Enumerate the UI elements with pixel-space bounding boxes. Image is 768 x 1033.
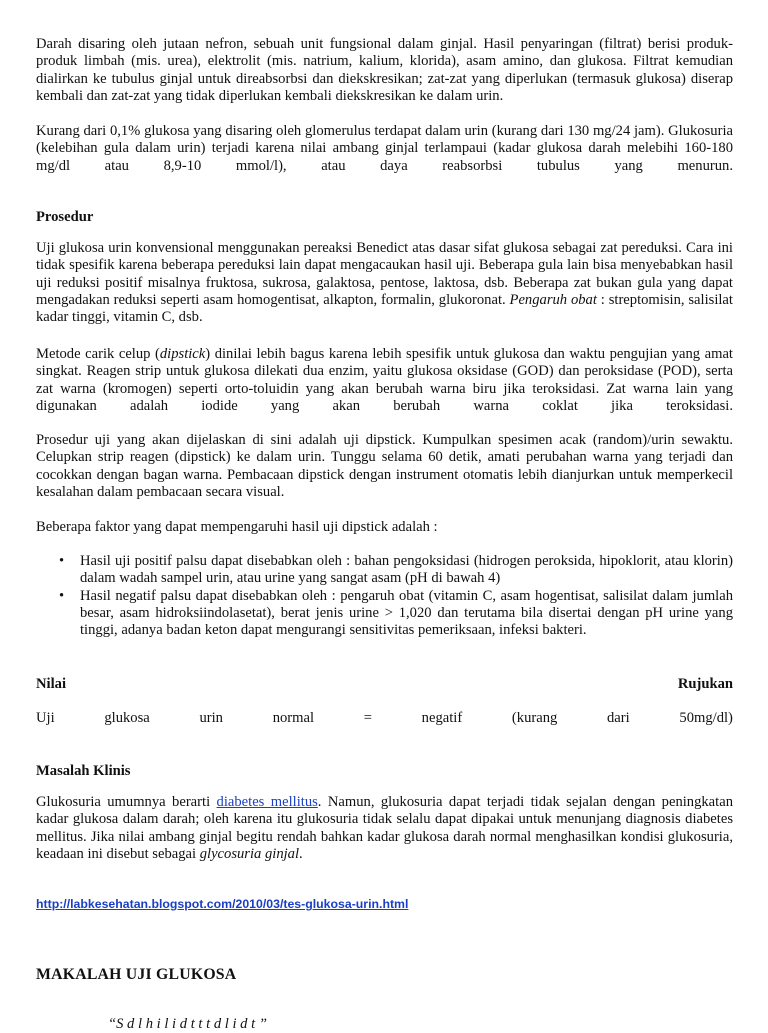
normal-word: = bbox=[363, 710, 372, 726]
benedict-tail: : streptomisin, salisilat kadar tinggi, vitamin C, dsb. bbox=[36, 291, 733, 326]
clinical-italic: glycosuria ginjal bbox=[199, 845, 300, 862]
factors-intro bbox=[36, 519, 733, 536]
factors-list-wrap bbox=[36, 553, 733, 639]
paragraph-procedure: Prosedur uji yang akan dijelaskan di sini adalah uji dipstick. Kumpulkan spesimen acak (random)/urin sewaktu. Celupkan strip reagen (dipstick) ke dalam urin. Tunggu selama 60 detik, amati perubahan warna yang terjadi dan cocokkan dengan bagan warna. Pembacaan dipstick dengan instrument otomatis lebih dianjurkan untuk memperkecil kesalahan dalam pembacaan secara visual. bbox=[36, 432, 733, 500]
clinical-paragraph bbox=[36, 794, 733, 863]
procedure-paragraph bbox=[36, 432, 733, 501]
paragraph-benedict bbox=[36, 240, 733, 326]
paragraph-filtration: Darah disaring oleh jutaan nefron, sebuah unit fungsional dalam ginjal. Hasil penyaringan (filtrat) berisi produk-produk limbah (mis. urea), elektrolit (mis. natrium, kalium, klorida), asam amino, dan glukosa. Filtrat kemudian dialirkan ke tubulus ginjal untuk direabsorbsi dan diekskresikan; zat-zat yang diperlukan (termasuk glukosa) diserap kembali dan zat-zat yang tidak diperlukan kembali diekskresikan ke dalam urin. bbox=[36, 36, 733, 104]
normal-word: 50mg/dl) bbox=[679, 710, 733, 726]
paragraph-dipstick bbox=[36, 346, 733, 415]
masalah-heading-wrap bbox=[36, 763, 733, 780]
nilai-rujukan-heading bbox=[36, 676, 733, 693]
dipstick-post: ) dinilai lebih bagus karena lebih spesifik untuk glukosa dan waktu pengujian yang amat singkat. Reagen strip untuk glukosa dilekati dua enzim, yaitu glukosa oksidase (GOD) dan peroksidase (POD), serta zat warna (kromogen) seperti orto-toluidin yang akan berubah warna biru jika teroksidasi. Zat warna lain yang digunakan adalah iodide yang akan berubah warna coklat jika teroksidasi. bbox=[36, 346, 733, 414]
list-item: • Hasil uji positif palsu dapat disebabkan oleh : bahan pengoksidasi (hidrogen peroksida, hipoklorit, atau klorin) dalam wadah sampel urin, atau urine yang sangat asam (pH di bawah 4) bbox=[80, 553, 733, 588]
benedict-paragraph bbox=[36, 240, 733, 326]
paragraph-glukosuria: Kurang dari 0,1% glukosa yang disaring oleh glomerulus terdapat dalam urin (kurang dari 130 mg/24 jam). Glukosuria (kelebihan gula dalam urin) terjadi karena nilai ambang ginjal terlampaui (kadar glukosa darah melebihi 160-180 mg/dl atau 8,9-10 mmol/l), atau daya reabsorbsi tubulus yang menurun. bbox=[36, 123, 733, 174]
paragraph-factors-intro: Beberapa faktor yang dapat mempengaruhi hasil uji dipstick adalah : bbox=[36, 519, 438, 535]
cut-off-line bbox=[108, 1016, 668, 1033]
normal-word: dari bbox=[607, 710, 630, 726]
normal-word: Uji bbox=[36, 710, 55, 726]
dipstick-pre: Metode carik celup ( bbox=[36, 346, 160, 362]
normal-word: glukosa bbox=[104, 710, 150, 726]
list-item: • Hasil negatif palsu dapat disebabkan oleh : pengaruh obat (vitamin C, asam hogentisat, salisilat dalam jumlah besar, asam hidroksiindolasetat), berat jenis urine > 1,020 dan terutama bila disertai dengan pH urine yang tinggi, adanya badan keton dapat mengurangi sensitivitas pemeriksaan, infeksi bakteri. bbox=[80, 588, 733, 640]
makalah-title: MAKALAH UJI GLUKOSA bbox=[36, 966, 237, 983]
clinical-end: . bbox=[299, 845, 303, 862]
dipstick-italic: dipstick bbox=[159, 346, 206, 362]
normal-word: (kurang bbox=[511, 710, 558, 726]
source-url-wrap bbox=[36, 896, 733, 913]
normal-value-row bbox=[36, 710, 733, 727]
cut-off-text: “S d l h i l i d t t t d l i d t ” bbox=[108, 1016, 267, 1032]
benedict-text: Uji glukosa urin konvensional menggunakan pereaksi Benedict atas dasar sifat glukosa sebagai zat pereduksi. Cara ini tidak spesifik karena beberapa pereduksi lain dapat mengacaukan hasil uji. Beberapa gula lain bisa menyebabkan hasil uji reduksi positif misalnya fruktosa, sukrosa, galaktosa, pentose, laktosa, dsb. Beberapa zat bukan gula yang dapat mengadakan reduksi seperti asam homogentisat, alkapton, formalin, glukoronat. bbox=[36, 240, 733, 308]
heading-prosedur: Prosedur bbox=[36, 209, 94, 225]
prosedur-heading-wrap bbox=[36, 209, 733, 226]
clinical-pre: Glukosuria umumnya berarti bbox=[36, 794, 217, 810]
intro-paragraph-2 bbox=[36, 123, 733, 175]
heading-masalah-klinis: Masalah Klinis bbox=[36, 763, 131, 779]
clinical-post: . Namun, glukosuria dapat terjadi tidak sejalan dengan peningkatan kadar glukosa dalam darah; oleh karena itu glukosuria tidak selalu dapat dipakai untuk menunjang diagnosis diabetes mellitus. Jika nilai ambang ginjal begitu rendah bahkan kadar glukosa darah normal menghasilkan kondisi glukosuria, keadaan ini disebut sebagai bbox=[36, 794, 733, 862]
normal-word: urin bbox=[199, 710, 223, 726]
factors-list bbox=[36, 553, 733, 639]
intro-paragraph-1 bbox=[36, 36, 733, 105]
makalah-title-wrap bbox=[36, 966, 733, 983]
heading-nilai: Nilai bbox=[36, 676, 66, 692]
paragraph-clinical bbox=[36, 794, 733, 863]
heading-rujukan: Rujukan bbox=[677, 676, 733, 692]
source-url-link[interactable]: http://labkesehatan.blogspot.com/2010/03/tes-glukosa-urin.html bbox=[36, 897, 409, 911]
benedict-italic: Pengaruh obat bbox=[509, 291, 597, 308]
normal-word: normal bbox=[272, 710, 315, 726]
dipstick-paragraph bbox=[36, 346, 733, 415]
normal-word: negatif bbox=[421, 710, 463, 726]
diabetes-mellitus-link[interactable]: diabetes mellitus bbox=[216, 794, 318, 810]
